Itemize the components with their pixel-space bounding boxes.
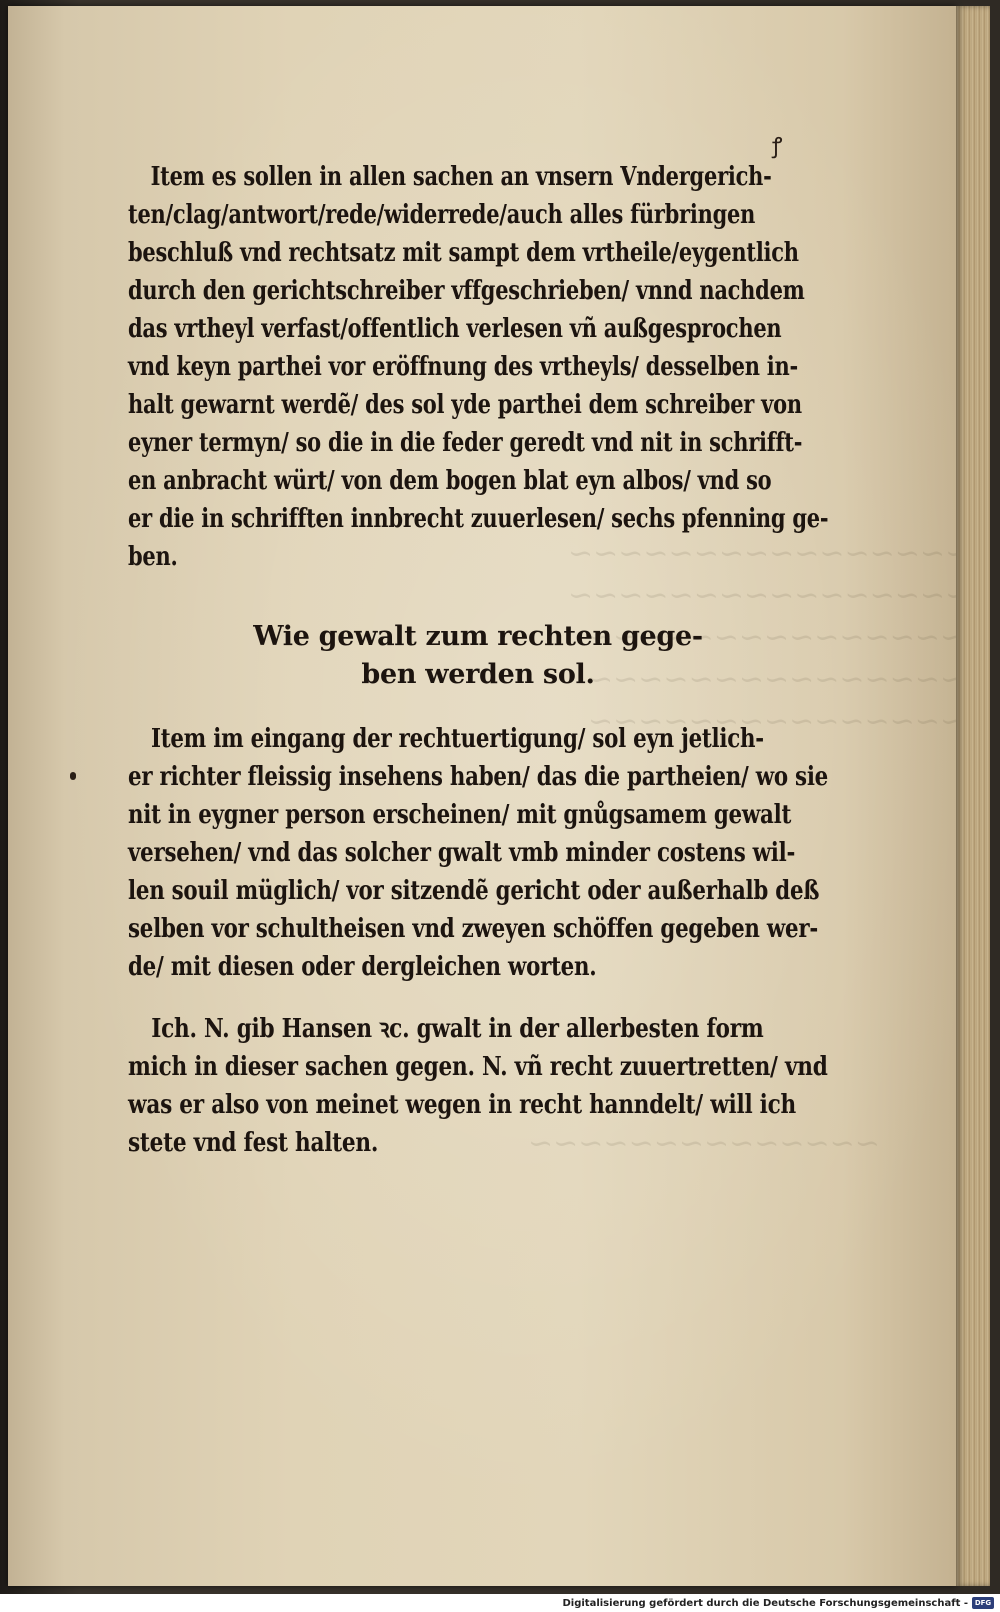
- text-line: Item im eingang der rechtuertigung/ sol eyn jetlich-: [150, 724, 764, 754]
- paragraph-3: [128, 1010, 970, 1162]
- digitization-footer: [0, 1594, 1000, 1612]
- text-line: mich in dieser sachen gegen. N. vñ recht zuuertretten/ vnd: [128, 1052, 828, 1082]
- paragraph-1: [128, 158, 997, 576]
- text-line: ten/clag/antwort/rede/widerrede/auch alles fürbringen: [128, 200, 756, 230]
- text-line: was er also von meinet wegen in recht hanndelt/ will ich: [128, 1090, 797, 1120]
- text-line: versehen/ vnd das solcher gwalt vmb minder costens wil-: [128, 838, 796, 868]
- text-line: das vrtheyl verfast/offentlich verlesen vñ außgesprochen: [128, 314, 782, 344]
- text-line: selben vor schultheisen vnd zweyen schöffen gegeben wer-: [128, 914, 818, 944]
- text-line: beschluß vnd rechtsatz mit sampt dem vrtheile/eygentlich: [128, 238, 799, 268]
- section-heading: [128, 618, 828, 694]
- folio-mark: ꝭ: [772, 134, 783, 159]
- text-line: eyner termyn/ so die in die feder geredt vnd nit in schrifft-: [128, 428, 803, 458]
- text-line: ben.: [128, 542, 178, 572]
- text-line: durch den gerichtschreiber vffgeschrieben/ vnnd nachdem: [128, 276, 805, 306]
- page-edge-stack: [956, 6, 990, 1586]
- text-line: stete vnd fest halten.: [128, 1128, 379, 1158]
- text-line: Item es sollen in allen sachen an vnsern Vndergerich-: [150, 162, 772, 192]
- text-line: er richter fleissig insehens haben/ das die partheien/ wo sie: [128, 762, 829, 792]
- paragraph-2: [128, 720, 981, 986]
- book-page: [8, 6, 971, 1586]
- heading-line: ben werden sol.: [361, 659, 595, 690]
- margin-mark: [70, 772, 76, 780]
- text-line: de/ mit diesen oder dergleichen worten.: [128, 952, 597, 982]
- text-line: Ich. N. gib Hansen ꝛc. gwalt in der allerbesten form: [151, 1014, 764, 1044]
- text-line: en anbracht würt/ von dem bogen blat eyn albos/ vnd so: [128, 466, 772, 496]
- heading-line: Wie gewalt zum rechten gege-: [253, 621, 703, 652]
- dfg-logo-icon: DFG: [972, 1597, 994, 1609]
- text-line: nit in eygner person erscheinen/ mit gnůgsamem gewalt: [128, 800, 792, 830]
- bleed-through-decoration: ~~~~~~~~~~~~~~~~ ~~~~~~~~~~~~~~~~ ~~~~~~~~~~~~~~~ ~~~~~~~~~~~~~~~ ~~~~~~~~~~~~~~~ ~~~~~~~~~~~~~~: [528, 536, 971, 1161]
- text-line: er die in schrifften innbrecht zuuerlesen/ sechs pfenning ge-: [128, 504, 829, 534]
- footer-credit: Digitalisierung gefördert durch die Deutsche Forschungsgemeinschaft -: [562, 1597, 968, 1609]
- text-line: vnd keyn parthei vor eröffnung des vrtheyls/ desselben in-: [128, 352, 798, 382]
- text-line: len souil müglich/ vor sitzendẽ gericht oder außerhalb deß: [128, 876, 820, 906]
- text-line: halt gewarnt werdẽ/ des sol yde parthei dem schreiber von: [128, 390, 802, 420]
